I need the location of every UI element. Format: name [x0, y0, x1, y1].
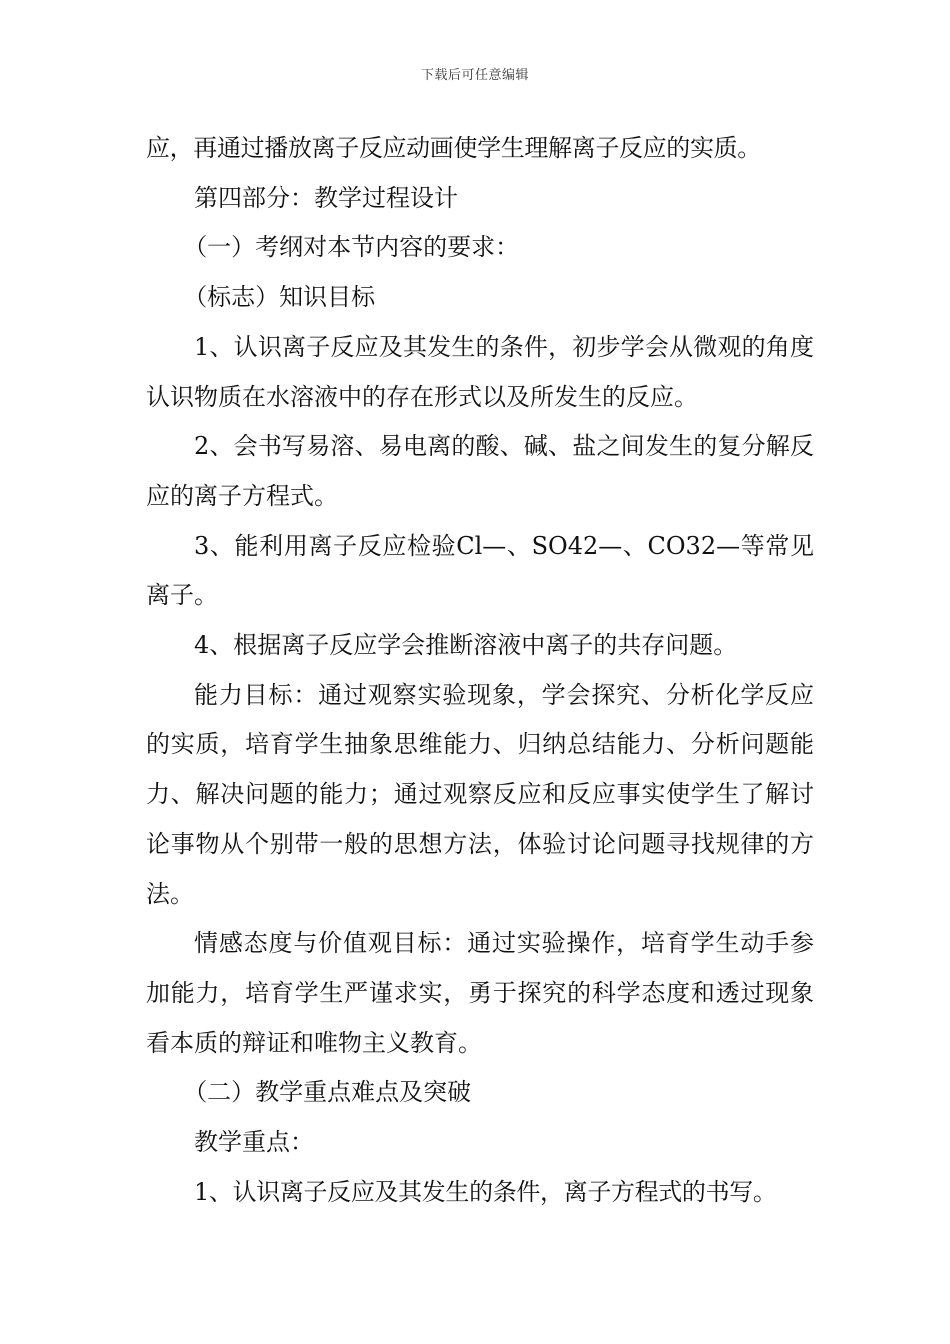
- knowledge-goal-2: 2、会书写易溶、易电离的酸、碱、盐之间发生的复分解反应的离子方程式。: [146, 432, 814, 510]
- knowledge-goal-1: 1、认识离子反应及其发生的条件，初步学会从微观的角度认识物质在水溶液中的存在形式以及所发生的反应。: [146, 332, 814, 411]
- document-body: [146, 124, 814, 1217]
- subsection-heading-key-points: （二）教学重点难点及突破: [183, 1078, 472, 1107]
- knowledge-goal-3: 3、能利用离子反应检验Cl—、SO42—、CO32—等常见离子。: [146, 531, 814, 610]
- key-points-heading: 教学重点：: [194, 1128, 314, 1157]
- ability-goals: 能力目标：通过观察实验现象，学会探究、分析化学反应的实质，培育学生抽象思维能力、归纳总结能力、分析问题能力、解决问题的能力；通过观察反应和反应事实使学生了解讨论事物从个别带一般的思想方法，体验讨论问题寻找规律的方法。: [146, 680, 814, 908]
- subsection-heading-syllabus: （一）考纲对本节内容的要求：: [183, 233, 520, 262]
- page-header: 下载后可任意编辑: [420, 68, 529, 83]
- paragraph-continuation: 应，再通过播放离子反应动画使学生理解离子反应的实质。: [146, 134, 761, 162]
- key-point-1: 1、认识离子反应及其发生的条件，离子方程式的书写。: [194, 1177, 777, 1206]
- attitude-goals: 情感态度与价值观目标：通过实验操作，培育学生动手参加能力，培育学生严谨求实，勇于探究的科学态度和透过现象看本质的辩证和唯物主义教育。: [146, 929, 814, 1057]
- section-heading-part-four: 第四部分：教学过程设计: [194, 183, 458, 212]
- knowledge-goals-heading: （标志）知识目标: [183, 283, 376, 312]
- knowledge-goal-4: 4、根据离子反应学会推断溶液中离子的共存问题。: [194, 631, 738, 660]
